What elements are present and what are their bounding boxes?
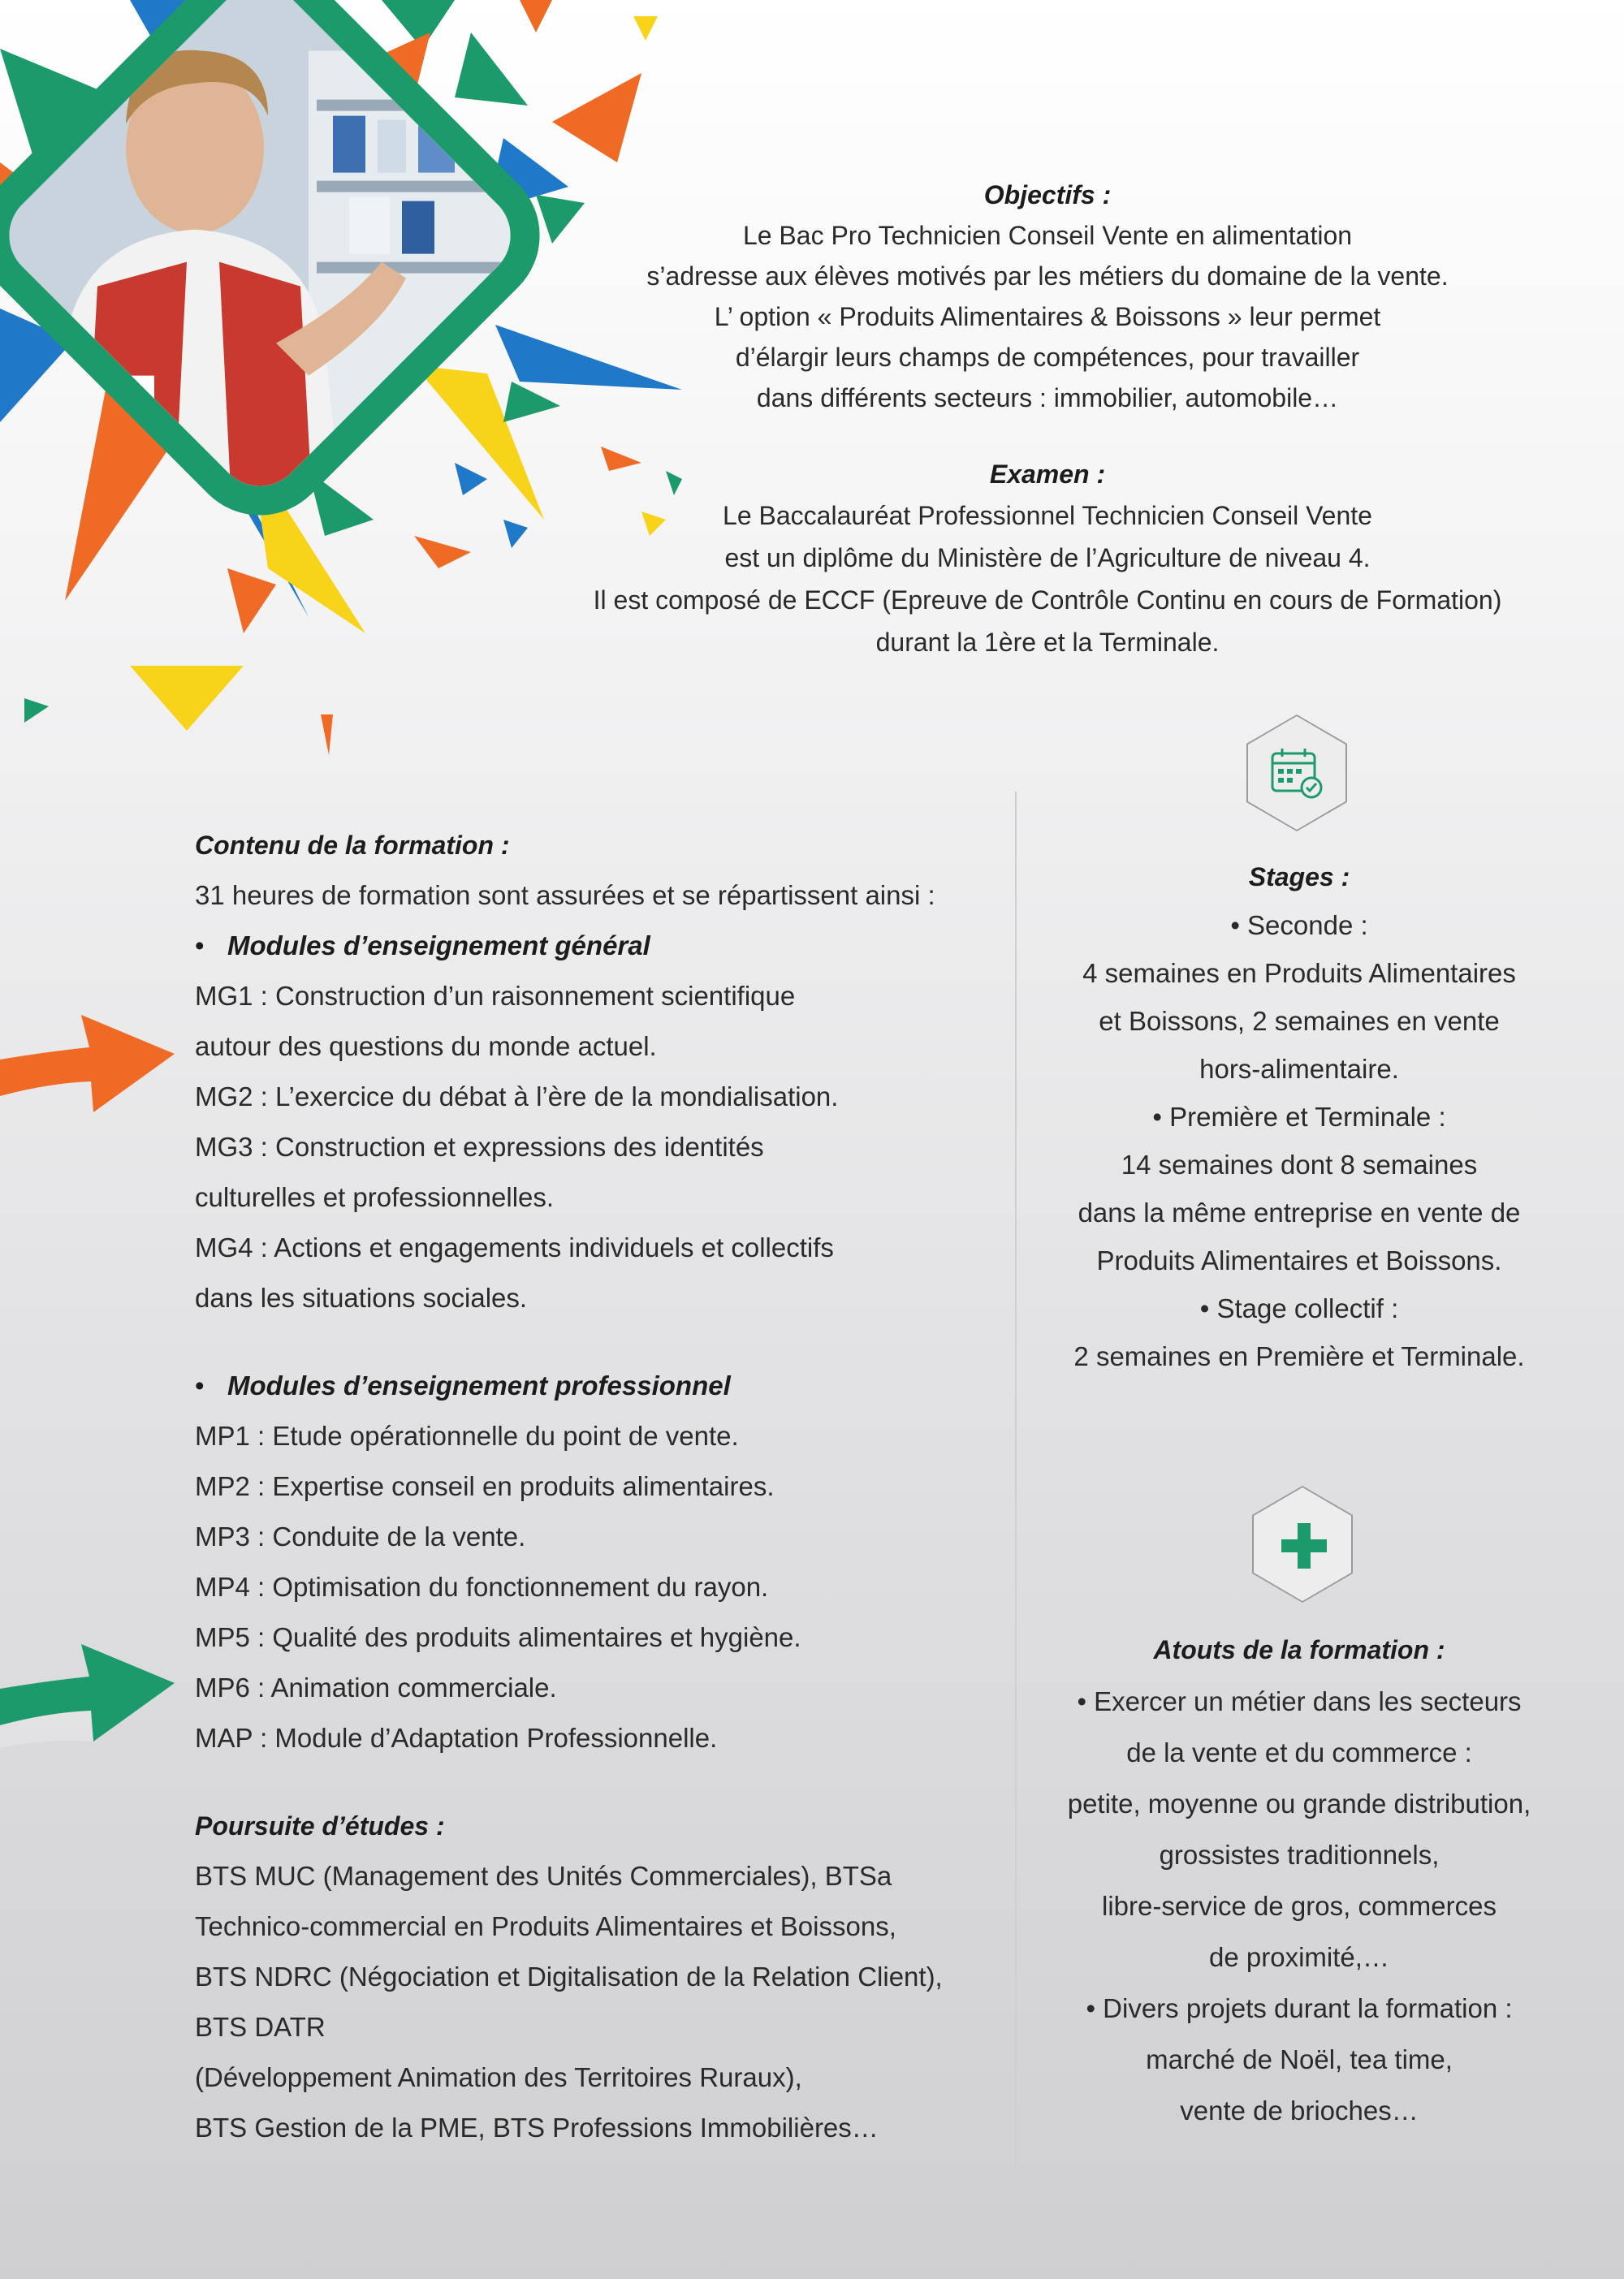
pro-modules-title [195,1361,1007,1411]
stages-line: 2 semaines en Première et Terminale. [1073,1341,1525,1371]
stages-line: Produits Alimentaires et Boissons. [1096,1245,1502,1275]
module-line: MP1 : Etude opérationnelle du point de vente. [195,1421,739,1451]
stages-line: • Première et Terminale : [1152,1102,1446,1132]
intro-block [503,175,1592,663]
atouts-line: de proximité,… [1209,1942,1389,1972]
stages-line: • Stage collectif : [1199,1293,1399,1323]
poursuite-line: BTS NDRC (Négociation et Digitalisation de la Relation Client), [195,1962,943,1992]
atouts-line: de la vente et du commerce : [1126,1737,1472,1768]
stages-line: hors-alimentaire. [1199,1054,1399,1084]
poursuite-line: (Développement Animation des Territoires Ruraux), [195,2062,802,2092]
examen-line: durant la 1ère et la Terminale. [875,628,1220,657]
module-line: MAP : Module d’Adaptation Professionnelle. [195,1723,718,1753]
module-line: MG4 : Actions et engagements individuels et collectifs [195,1232,834,1263]
module-line: culturelles et professionnelles. [195,1182,555,1212]
contenu-intro: 31 heures de formation sont assurées et se répartissent ainsi : [195,880,935,910]
objectifs-line: d’élargir leurs champs de compétences, pour travailler [735,343,1360,372]
examen-line: Il est composé de ECCF (Epreuve de Contrôle Continu en cours de Formation) [593,585,1502,615]
examen-title: Examen : [989,460,1106,489]
module-line: autour des questions du monde actuel. [195,1031,657,1061]
objectifs-line: Le Bac Pro Technicien Conseil Vente en alimentation [742,221,1353,250]
module-line: MG2 : L’exercice du débat à l’ère de la mondialisation. [195,1081,839,1111]
objectifs-line: s’adresse aux élèves motivés par les métiers du domaine de la vente. [646,261,1449,291]
column-divider [1015,792,1017,2172]
module-line: MP3 : Conduite de la vente. [195,1521,526,1552]
orange-arrow-icon [0,1015,179,1120]
module-line: MG1 : Construction d’un raisonnement scientifique [195,981,796,1011]
objectifs-title: Objectifs : [983,180,1112,209]
stages-hexagon [1246,714,1347,831]
examen-line: Le Baccalauréat Professionnel Technicien Conseil Vente [723,501,1372,530]
plus-icon [1278,1520,1330,1572]
left-column [195,820,1007,2153]
module-line: MP6 : Animation commerciale. [195,1673,557,1703]
poursuite-line: BTS MUC (Management des Unités Commerciales), BTSa [195,1861,892,1891]
atouts-hexagon [1252,1486,1353,1603]
atouts-line: petite, moyenne ou grande distribution, [1067,1789,1531,1819]
atouts-line: marché de Noël, tea time, [1146,2044,1453,2074]
poursuite-line: Technico-commercial en Produits Alimentaires et Boissons, [195,1911,896,1941]
stages-title: Stages : [1248,862,1350,891]
atouts-line: • Exercer un métier dans les secteurs [1077,1686,1522,1716]
green-arrow-icon [0,1644,179,1750]
module-line: MP4 : Optimisation du fonctionnement du rayon. [195,1572,769,1602]
stages-line: • Seconde : [1230,910,1368,940]
atouts-line: libre-service de gros, commerces [1102,1891,1497,1921]
stages-line: 4 semaines en Produits Alimentaires [1082,958,1516,988]
pro-modules-label: Modules d’enseignement professionnel [227,1370,731,1401]
stages-line: et Boissons, 2 semaines en vente [1099,1006,1500,1036]
objectifs-line: dans différents secteurs : immobilier, automobile… [756,383,1339,412]
atouts-line: vente de brioches… [1180,2096,1419,2126]
general-modules-title [195,921,1007,971]
poursuite-line: BTS Gestion de la PME, BTS Professions Immobilières… [195,2113,879,2143]
poursuite-line: BTS DATR [195,2012,326,2042]
poursuite-title: Poursuite d’études : [195,1811,445,1841]
module-line: dans les situations sociales. [195,1283,528,1313]
atouts-block [1039,1625,1559,2136]
calendar-check-icon [1269,745,1324,801]
module-line: MG3 : Construction et expressions des identités [195,1132,764,1162]
module-line: MP2 : Expertise conseil en produits alimentaires. [195,1471,775,1501]
stages-line: dans la même entreprise en vente de [1078,1198,1521,1228]
objectifs-line: L’ option « Produits Alimentaires & Boissons » leur permet [714,302,1381,331]
contenu-title: Contenu de la formation : [195,831,510,860]
atouts-title: Atouts de la formation : [1153,1635,1445,1664]
atouts-line: • Divers projets durant la formation : [1086,1993,1513,2023]
stages-block [1039,853,1559,1380]
module-line: MP5 : Qualité des produits alimentaires et hygiène. [195,1622,801,1652]
examen-line: est un diplôme du Ministère de l’Agriculture de niveau 4. [724,543,1371,572]
stages-line: 14 semaines dont 8 semaines [1121,1150,1478,1180]
general-modules-label: Modules d’enseignement général [227,930,650,960]
atouts-line: grossistes traditionnels, [1159,1840,1440,1870]
